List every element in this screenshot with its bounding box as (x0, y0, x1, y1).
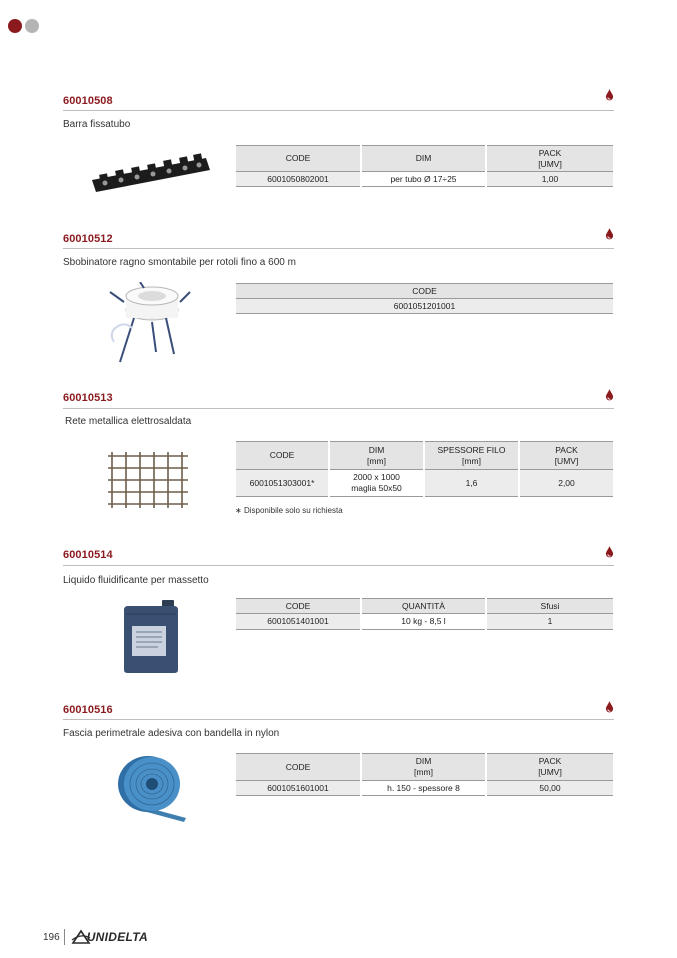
drop-icon (605, 89, 614, 101)
column-header: CODE (236, 599, 361, 614)
product-description: Rete metallica elettrosaldata (65, 416, 192, 427)
table-cell: 10 kg - 8,5 l (361, 614, 486, 630)
table-cell: 6001051601001 (236, 781, 361, 796)
page-number: 196 (43, 931, 60, 943)
table-cell: 2,00 (519, 470, 613, 497)
product-60010516 (63, 704, 614, 739)
product-60010514 (63, 549, 614, 586)
perimeter-strip-roll-image (114, 752, 188, 822)
title-rule (63, 110, 614, 111)
table-cell: 6001050802001 (236, 172, 361, 187)
table-cell: per tubo Ø 17÷25 (361, 172, 486, 187)
drop-icon (605, 389, 614, 401)
title-rule (63, 408, 614, 409)
column-header: QUANTITÀ (361, 599, 486, 614)
column-header: CODE (236, 146, 361, 172)
spec-table (236, 145, 613, 187)
column-header: CODE (236, 284, 613, 299)
table-cell: 6001051201001 (236, 299, 613, 314)
table-row (236, 614, 613, 630)
column-header: CODE (236, 442, 329, 470)
footer-divider (64, 929, 65, 945)
drop-icon (605, 228, 614, 240)
red-dot-icon (8, 19, 22, 33)
spec-table (236, 753, 613, 796)
product-code: 60010513 (63, 392, 113, 404)
table-cell: 1,6 (424, 470, 519, 497)
page-footer (43, 929, 148, 945)
table-cell: 1 (486, 614, 613, 630)
brand-logo: UNIDELTA (86, 930, 148, 944)
product-code: 60010512 (63, 233, 113, 245)
drop-icon (605, 546, 614, 558)
product-60010508 (63, 95, 614, 130)
wire-mesh-image (106, 452, 190, 508)
product-description: Barra fissatubo (63, 119, 131, 130)
spec-table (236, 598, 613, 630)
title-rule (63, 719, 614, 720)
grey-dot-icon (25, 19, 39, 33)
liquid-canister-image (122, 600, 180, 674)
column-header: PACK [UMV] (486, 754, 613, 781)
product-code: 60010516 (63, 704, 113, 716)
title-rule (63, 248, 614, 249)
table-row (236, 470, 613, 497)
table-row (236, 172, 613, 187)
pipe-clip-bar-image (88, 150, 214, 196)
product-description: Sbobinatore ragno smontabile per rotoli fino a 600 m (63, 257, 296, 268)
asterisk-icon: ∗ (235, 506, 244, 515)
table-cell: 1,00 (486, 172, 613, 187)
product-code: 60010508 (63, 95, 113, 107)
column-header: Sfusi (486, 599, 613, 614)
column-header: DIM [mm] (329, 442, 424, 470)
table-cell: h. 150 - spessore 8 (361, 781, 486, 796)
column-header: DIM (361, 146, 486, 172)
availability-note: ∗ Disponibile solo su richiesta (235, 506, 343, 515)
table-cell: 6001051401001 (236, 614, 361, 630)
table-row (236, 299, 613, 314)
table-cell: 6001051303001* (236, 470, 329, 497)
uncoiler-image (104, 282, 192, 366)
product-description: Fascia perimetrale adesiva con bandella in nylon (63, 728, 280, 739)
product-60010512 (63, 233, 614, 268)
page-marker (8, 19, 39, 33)
product-code: 60010514 (63, 549, 113, 561)
column-header: PACK [UMV] (519, 442, 613, 470)
table-cell: 50,00 (486, 781, 613, 796)
column-header: DIM [mm] (361, 754, 486, 781)
product-60010513 (63, 392, 614, 427)
spec-table (236, 441, 613, 497)
column-header: CODE (236, 754, 361, 781)
column-header: PACK [UMV] (486, 146, 613, 172)
title-rule (63, 565, 614, 566)
product-description: Liquido fluidificante per massetto (63, 575, 209, 586)
drop-icon (605, 701, 614, 713)
table-row (236, 781, 613, 796)
spec-table (236, 283, 613, 314)
table-cell: 2000 x 1000 maglia 50x50 (329, 470, 424, 497)
column-header: SPESSORE FILO [mm] (424, 442, 519, 470)
